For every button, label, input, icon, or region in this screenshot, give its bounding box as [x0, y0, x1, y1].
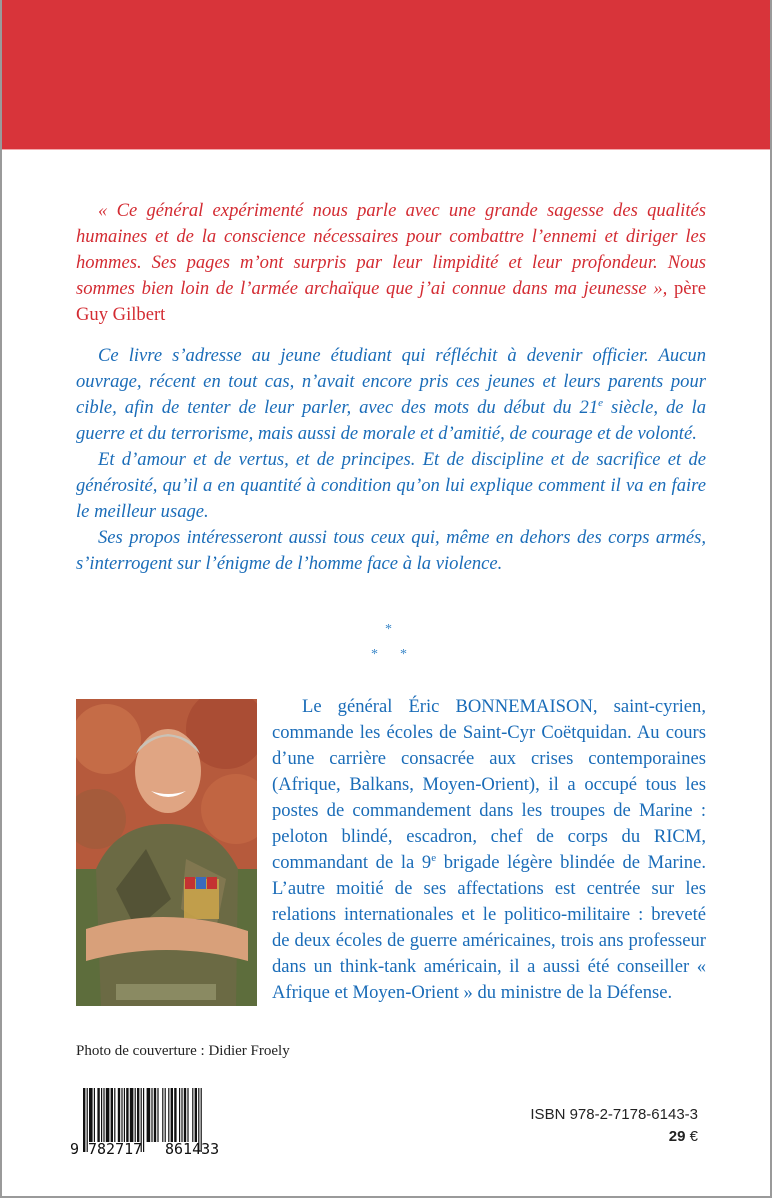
barcode-bar	[89, 1088, 93, 1142]
barcode-bar	[184, 1088, 186, 1142]
barcode-bar	[114, 1088, 115, 1142]
barcode-bar	[106, 1088, 110, 1142]
barcode-bar	[97, 1088, 99, 1142]
star-icon: *	[385, 622, 392, 637]
barcode-bar	[174, 1088, 176, 1142]
barcode-bar	[130, 1088, 134, 1142]
barcode-digits-left: 782717	[88, 1140, 143, 1156]
star-icon: *	[371, 647, 378, 662]
barcode-bar	[187, 1088, 188, 1142]
barcode-bar	[118, 1088, 120, 1142]
photo-credit: Photo de couverture : Didier Froely	[76, 1043, 290, 1059]
isbn-block	[530, 1104, 698, 1148]
book-description	[76, 343, 706, 577]
quote-attribution: père Guy Gilbert	[76, 278, 706, 325]
barcode-bar	[147, 1088, 151, 1142]
barcode-bar	[126, 1088, 128, 1142]
barcode-bar	[121, 1088, 122, 1142]
barcode-bar	[181, 1088, 182, 1142]
barcode-bar	[192, 1088, 193, 1142]
star-icon: *	[400, 647, 407, 662]
barcode-bar	[103, 1088, 104, 1142]
barcode-bar	[101, 1088, 102, 1142]
author-photo	[76, 699, 257, 1006]
barcode-bar	[154, 1088, 156, 1142]
barcode-bar	[162, 1088, 163, 1142]
red-header-band	[2, 0, 770, 150]
description-paragraph-2: Et d’amour et de vertus, et de principes. Et de discipline et de sacrifice et de générosité, qu’il a en quantité à condition qu’on lui explique comment il va en faire le meilleur usage.	[76, 449, 706, 522]
barcode	[70, 1086, 250, 1156]
isbn-number: ISBN 978-2-7178-6143-3	[530, 1106, 698, 1123]
barcode-bar	[94, 1088, 95, 1142]
barcode-bar	[179, 1088, 180, 1142]
description-paragraph-1: Ce livre s’adresse au jeune étudiant qui réfléchit à devenir officier. Aucun ouvrage, récent en tout cas, n’avait encore pris ces jeunes et leurs parents pour cible, afin de tenter de leur parler, avec des mots du début du 21e siècle, de la guerre et du terrorisme, mais aussi de morale et d’amitié, de courage et de volonté.	[76, 345, 706, 444]
barcode-digit-first: 9	[70, 1140, 80, 1156]
barcode-bar	[83, 1088, 85, 1152]
barcode-bar	[143, 1088, 144, 1152]
author-biography: Le général Éric BONNEMAISON, saint-cyrien, commande les écoles de Saint-Cyr Coëtquidan. Au cours d’une carrière consacrée aux crises contemporaines (Afrique, Balkans, Moyen-Orient), il a occupé tous les postes de commandement dans les troupes de Marine : peloton blindé, escadron, chef de corps du RICM, commandant de la 9e brigade légère blindée de Marine. L’autre moitié de ses affectations est centrée sur les relations internationales et le politico-militaire : breveté de deux écoles de guerre américaines, trois ans professeur dans un think-tank américain, il a aussi été conseiller « Afrique et Moyen-Orient » du ministre de la Défense.	[272, 696, 706, 1003]
barcode-bar	[157, 1088, 158, 1142]
barcode-bar	[151, 1088, 152, 1142]
quote-text: « Ce général expérimenté nous parle avec une grande sagesse des qualités humaines et de la conscience nécessaires pour combattre l’ennemi et diriger les hommes. Ses pages m’ont surpris par leur limpidité et leur profondeur. Nous sommes bien loin de l’armée archaïque que j’ai connue dans ma jeunesse »,	[76, 200, 706, 299]
barcode-bar	[171, 1088, 173, 1142]
author-portrait-illustration	[76, 699, 257, 1006]
barcode-digits-right: 861433	[165, 1140, 220, 1156]
description-paragraph-3: Ses propos intéresseront aussi tous ceux qui, même en dehors des corps armés, s’interrogent sur l’énigme de l’homme face à la violence.	[76, 527, 706, 574]
barcode-bar	[165, 1088, 166, 1142]
barcode-bar	[111, 1088, 113, 1142]
barcode-bar	[137, 1088, 139, 1142]
endorsement-quote	[76, 198, 706, 328]
barcode-bar	[195, 1088, 197, 1142]
barcode-bar	[135, 1088, 136, 1142]
price: 29 €	[668, 1128, 698, 1145]
barcode-bar	[124, 1088, 125, 1142]
barcode-bar	[168, 1088, 169, 1142]
